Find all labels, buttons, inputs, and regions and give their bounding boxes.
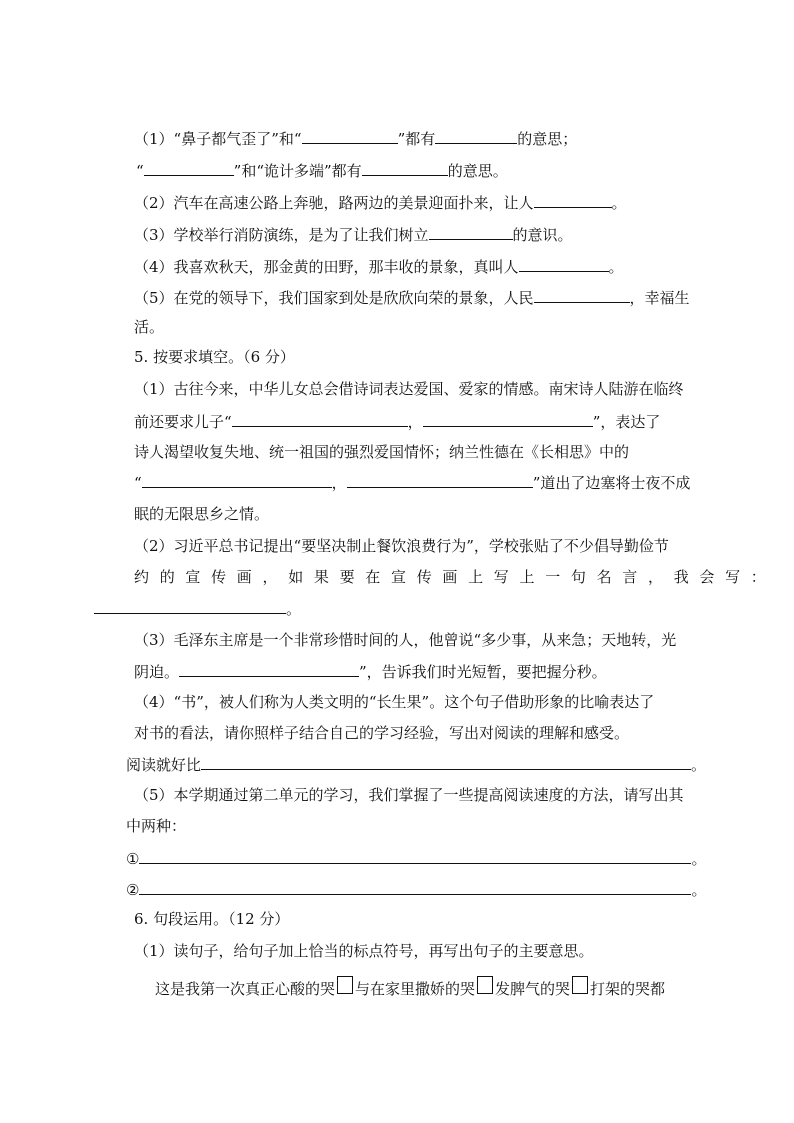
q5-item-5-line-2	[126, 813, 794, 839]
q4-item-5-line-1	[134, 284, 794, 310]
text: （5）本学期通过第二单元的学习，我们掌握了一些提高阅读速度的方法，请写出其	[134, 786, 684, 804]
q4-item-1-line-1	[134, 125, 794, 151]
q4-item-1-line-2	[136, 157, 794, 183]
text: ”，告诉我们时光短暂，要把握分秒。	[359, 663, 607, 681]
text: （2）习近平总书记提出“要坚决制止餐饮浪费行为”，学校张贴了不少倡导勤俭节	[134, 537, 669, 555]
text: 的意识。	[512, 226, 573, 244]
answer-blank[interactable]	[429, 221, 513, 240]
answer-blank[interactable]	[201, 751, 691, 770]
q5-item-2-line-3	[94, 595, 794, 621]
text: 眠的无限思乡之情。	[134, 505, 270, 523]
answer-blank[interactable]	[362, 157, 448, 176]
answer-blank[interactable]	[347, 469, 533, 488]
circled-number: ②	[126, 881, 140, 899]
text: ”和“诡计多端”都有	[233, 162, 362, 180]
text: ，	[331, 474, 347, 492]
answer-blank[interactable]	[139, 845, 691, 864]
text: “	[134, 474, 142, 492]
q5-item-2-line-2	[134, 564, 777, 590]
answer-blank[interactable]	[232, 408, 408, 427]
text: （3）毛泽东主席是一个非常珍惜时间的人，他曾说“多少事，从来急；天地转，光	[134, 631, 677, 649]
section-heading: 6. 句段运用。（12 分）	[134, 910, 290, 928]
text: “	[136, 162, 144, 180]
text: 活。	[134, 318, 165, 336]
answer-blank[interactable]	[139, 876, 691, 895]
answer-blank[interactable]	[179, 658, 359, 677]
punctuation-box[interactable]	[572, 976, 588, 994]
q5-item-5-line-1	[134, 782, 794, 808]
text: （1）读句子，给句子加上恰当的标点符号，再写出句子的主要意思。	[134, 942, 594, 960]
text: （2）汽车在高速公路上奔驰，路两边的美景迎面扑来，让人	[134, 194, 534, 212]
answer-blank[interactable]	[519, 253, 609, 272]
text: ，幸福生	[629, 289, 690, 307]
q5-item-3-line-2	[134, 658, 794, 684]
q5-item-1-line-3	[134, 439, 794, 465]
q5-item-1-line-1	[134, 376, 794, 402]
q4-item-3	[134, 221, 794, 247]
q5-item-1-line-5	[134, 501, 794, 527]
text: （1）“鼻子都气歪了”和“	[134, 130, 302, 148]
text: 的意思；	[517, 130, 578, 148]
q4-item-5-line-2	[134, 314, 794, 340]
q5-item-1-line-2	[134, 408, 794, 434]
text: 。	[608, 258, 624, 276]
q5-title	[134, 344, 794, 370]
answer-blank[interactable]	[94, 595, 286, 614]
text: 。	[611, 194, 627, 212]
text: ”道出了边塞将士夜不成	[532, 474, 691, 492]
text: 。	[691, 881, 707, 899]
q4-item-2	[134, 189, 794, 215]
text: 诗人渴望收复失地、统一祖国的强烈爱国情怀；纳兰性德在《长相思》中的	[134, 443, 630, 461]
q6-item-1	[134, 938, 794, 964]
q5-item-4-line-1	[134, 689, 794, 715]
q5-item-5-answer-1	[126, 845, 794, 871]
text: 对书的看法，请你照样子结合自己的学习经验，写出对阅读的理解和感受。	[134, 724, 630, 742]
text: 这是我第一次真正心酸的哭	[155, 980, 336, 998]
text: （5）在党的领导下，我们国家到处是欣欣向荣的景象，人民	[134, 289, 534, 307]
text: ”都有	[397, 130, 436, 148]
answer-blank[interactable]	[435, 125, 517, 144]
text: ”，表达了	[592, 413, 661, 431]
q5-item-1-line-4	[134, 469, 794, 495]
text: 中两种：	[126, 817, 187, 835]
text: 的意思。	[447, 162, 508, 180]
q5-item-4-line-3	[126, 751, 794, 777]
text: （4）“书”，被人们称为人类文明的“长生果”。这个句子借助形象的比喻表达了	[134, 693, 655, 711]
answer-blank[interactable]	[144, 157, 234, 176]
answer-blank[interactable]	[534, 284, 630, 303]
q5-item-3-line-1	[134, 627, 794, 653]
text: 。	[691, 850, 707, 868]
answer-blank[interactable]	[534, 189, 612, 208]
text: 。	[691, 756, 707, 774]
q5-item-5-answer-2	[126, 876, 794, 902]
q5-item-2-line-1	[134, 533, 794, 559]
text: 约的宣传画，如果要在宣传画上写上一句名言，我会写：	[134, 568, 777, 586]
punctuation-box[interactable]	[337, 976, 353, 994]
text: 前还要求儿子“	[134, 413, 232, 431]
text: 阴迫。	[134, 663, 180, 681]
punctuation-box[interactable]	[477, 976, 493, 994]
q5-item-4-line-2	[134, 720, 794, 746]
text: 阅读就好比	[126, 756, 202, 774]
text: 与在家里撒娇的哭	[355, 980, 476, 998]
text: ，	[407, 413, 423, 431]
answer-blank[interactable]	[302, 125, 398, 144]
circled-number: ①	[126, 850, 140, 868]
text: （4）我喜欢秋天，那金黄的田野，那丰收的景象，真叫人	[134, 258, 519, 276]
text: 发脾气的哭	[495, 980, 571, 998]
q6-sentence	[155, 976, 794, 1002]
text: 。	[286, 600, 302, 618]
text: （3）学校举行消防演练，是为了让我们树立	[134, 226, 429, 244]
text: （1）古往今来，中华儿女总会借诗词表达爱国、爱家的情感。南宋诗人陆游在临终	[134, 380, 684, 398]
answer-blank[interactable]	[423, 408, 593, 427]
answer-blank[interactable]	[142, 469, 332, 488]
section-heading: 5. 按要求填空。（6 分）	[134, 348, 295, 366]
q4-item-4	[134, 253, 794, 279]
q6-title	[134, 906, 794, 932]
text: 打架的哭都	[590, 980, 666, 998]
